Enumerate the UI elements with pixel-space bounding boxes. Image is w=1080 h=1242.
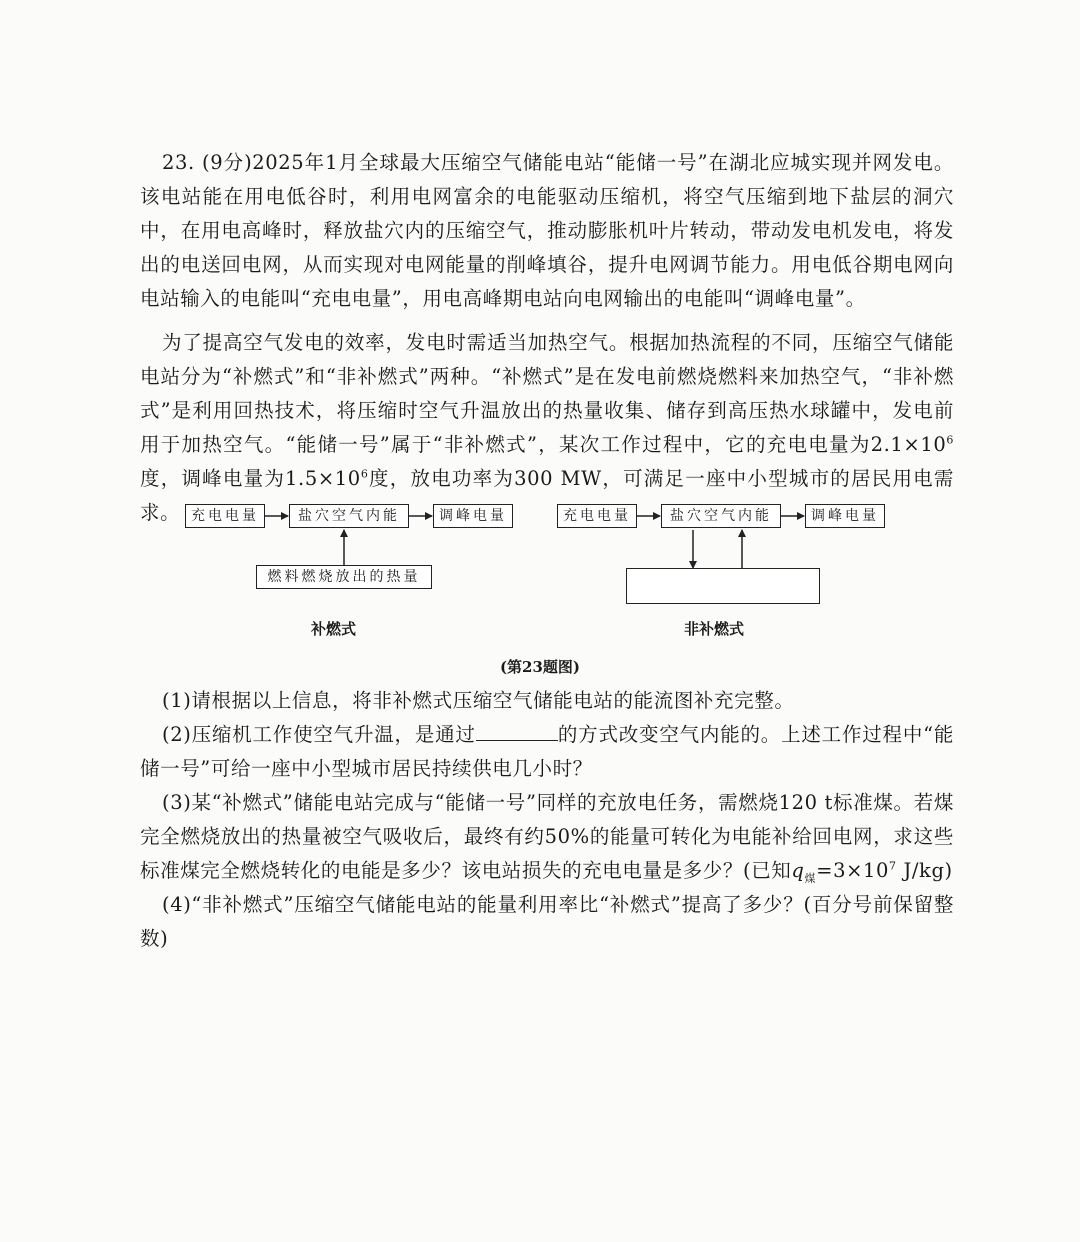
left-box-fuel-heat: 燃料燃烧放出的热量 xyxy=(256,565,432,589)
subquestion-3-text: (3)某“补燃式”储能电站完成与“能储一号”同样的充放电任务，需燃烧120 t标准煤。若煤完全燃烧放出的热量被空气吸收后，最终有约50%的能量可转化为电能补给回电网，求这些标准煤完全燃烧转化的电能是多少？该电站损失的充电电量是多少？(已知 xyxy=(140,791,954,882)
right-box-peak: 调峰电量 xyxy=(805,504,885,528)
subquestion-1 xyxy=(140,684,954,718)
left-diagram-caption: 补燃式 xyxy=(311,620,357,638)
exponent-charge: 6 xyxy=(946,433,954,447)
subquestion-2-text-a: (2)压缩机工作使空气升温，是通过 xyxy=(162,723,476,746)
subquestion-4-text: (4)“非补燃式”压缩空气储能电站的能量利用率比“补燃式”提高了多少？(百分号前保留整数) xyxy=(140,893,954,950)
question-text-2c: 度，放电功率为300 MW，可满足一座中小型城市的居民用电需求。 xyxy=(140,467,954,524)
right-diagram-caption: 非补燃式 xyxy=(684,620,745,638)
symbol-q-subscript: 煤 xyxy=(804,871,817,885)
question-text-1: 23. (9分)2025年1月全球最大压缩空气储能电站“能储一号”在湖北应城实现并网发电。该电站能在用电低谷时，利用电网富余的电能驱动压缩机，将空气压缩到地下盐层的洞穴中，在用电高峰时，释放盐穴内的压缩空气，推动膨胀机叶片转动，带动发电机发电，将发出的电送回电网，从而实现对电网能量的削峰填谷，提升电网调节能力。用电低谷期电网向电站输入的电能叫“充电电量”，用电高峰期电站向电网输出的电能叫“调峰电量”。 xyxy=(140,151,954,310)
formula-unit: J/kg) xyxy=(896,859,953,882)
subquestion-1-text: (1)请根据以上信息，将非补燃式压缩空气储能电站的能流图补充完整。 xyxy=(162,689,795,712)
figure-caption: (第23题图) xyxy=(499,658,581,676)
left-box-air-energy: 盐穴空气内能 xyxy=(289,504,409,528)
right-box-blank-answer[interactable] xyxy=(626,568,820,604)
question-text-2a: 为了提高空气发电的效率，发电时需适当加热空气。根据加热流程的不同，压缩空气储能电站分为“补燃式”和“非补燃式”两种。“补燃式”是在发电前燃烧燃料来加热空气，“非补燃式”是利用回热技术，将压缩时空气升温放出的热量收集、储存到高压热水球罐中，发电前用于加热空气。“能储一号”属于“非补燃式”，某次工作过程中，它的充电电量为2.1×10 xyxy=(140,331,954,456)
subquestion-2-text-b: 的方式改变空气内能的。上述工作过程中“能储一号”可给一座中小型城市居民持续供电几小时？ xyxy=(140,723,954,780)
left-box-charge: 充电电量 xyxy=(185,504,265,528)
subquestion-4 xyxy=(140,888,954,956)
subquestion-2 xyxy=(140,718,954,786)
right-box-charge: 充电电量 xyxy=(557,504,637,528)
right-box-air-energy: 盐穴空气内能 xyxy=(661,504,781,528)
question-text-2b: 度，调峰电量为1.5×10 xyxy=(140,467,361,490)
formula-equals: =3×10 xyxy=(816,859,890,882)
question-paragraph-1 xyxy=(140,146,954,316)
question-paragraph-2 xyxy=(140,326,954,530)
exponent-peak: 6 xyxy=(360,467,369,481)
symbol-q: q xyxy=(791,859,805,882)
formula-exponent: 7 xyxy=(889,859,897,873)
left-box-peak: 调峰电量 xyxy=(433,504,513,528)
subquestion-3 xyxy=(140,786,954,896)
fill-in-blank[interactable] xyxy=(476,720,558,741)
